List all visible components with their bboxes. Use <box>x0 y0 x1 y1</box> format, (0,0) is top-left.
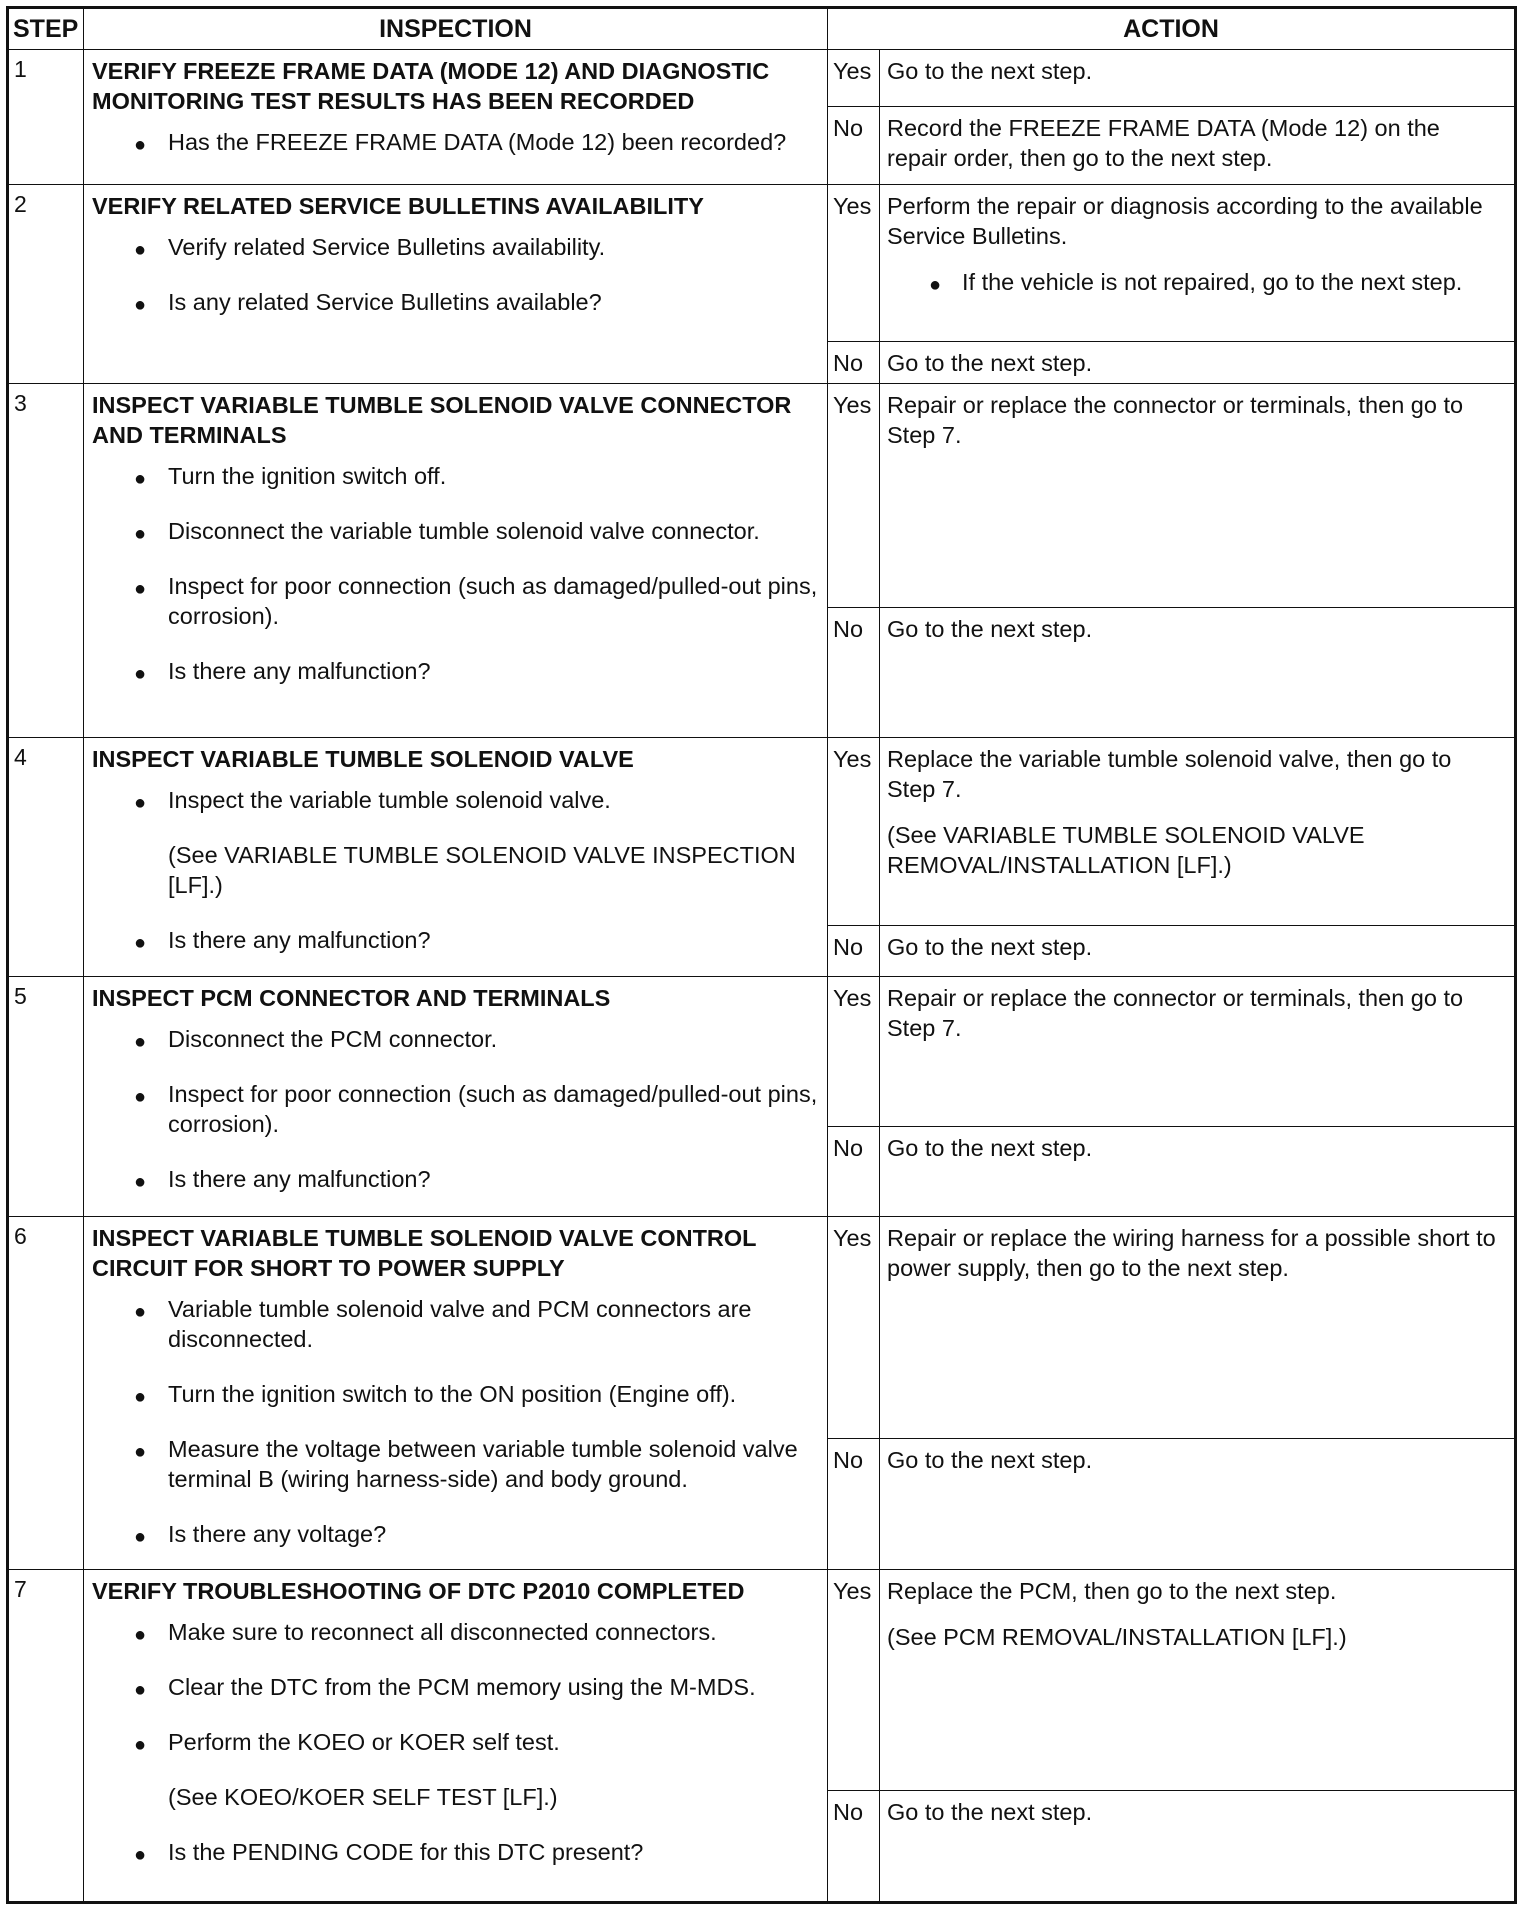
table-row <box>8 1570 1516 1791</box>
no-action: Go to the next step. <box>880 1127 1516 1217</box>
step-number: 7 <box>8 1570 84 1903</box>
step-number: 4 <box>8 738 84 977</box>
yes-action-cell <box>880 738 1516 926</box>
list-item: ● Is there any malfunction? <box>92 925 819 955</box>
list-item: ● Is there any malfunction? <box>92 656 819 686</box>
yes-label: Yes <box>828 384 880 608</box>
yes-label: Yes <box>828 1217 880 1439</box>
reference-note: (See KOEO/KOER SELF TEST [LF].) <box>168 1784 558 1810</box>
table-row <box>8 384 1516 608</box>
list-item: ● Measure the voltage between variable tumble solenoid valve terminal B (wiring harness-side) and body ground. <box>134 1436 798 1492</box>
inspection-cell <box>84 738 828 977</box>
bullet-icon: ● <box>134 1441 147 1463</box>
step-number: 2 <box>8 185 84 384</box>
yes-action: Repair or replace the connector or terminals, then go to Step 7. <box>880 384 1516 608</box>
list-item: ● Verify related Service Bulletins availability. <box>92 232 819 262</box>
bullet-icon: ● <box>134 1031 147 1053</box>
list-item: ● Is there any malfunction? <box>92 1164 819 1194</box>
step-column-header: STEP <box>8 8 84 50</box>
inspection-cell <box>84 50 828 185</box>
step-title: VERIFY TROUBLESHOOTING OF DTC P2010 COMPLETED <box>92 1578 745 1604</box>
yes-action: Replace the variable tumble solenoid valve, then go to Step 7. <box>887 746 1452 802</box>
bullet-icon: ● <box>134 134 147 156</box>
diagnostic-procedure-table <box>6 6 1517 1904</box>
table-row <box>8 50 1516 107</box>
bullet-icon: ● <box>134 1086 147 1108</box>
inspection-cell <box>84 977 828 1217</box>
no-label: No <box>828 107 880 185</box>
inspection-cell <box>84 185 828 384</box>
yes-label: Yes <box>828 1570 880 1791</box>
no-action: Record the FREEZE FRAME DATA (Mode 12) on the repair order, then go to the next step. <box>880 107 1516 185</box>
yes-action: Go to the next step. <box>880 50 1516 107</box>
step-title: INSPECT VARIABLE TUMBLE SOLENOID VALVE <box>92 746 634 772</box>
list-item: ● Perform the KOEO or KOER self test. <box>92 1727 819 1757</box>
bullet-icon: ● <box>134 1386 147 1408</box>
troubleshooting-document <box>6 6 1514 1904</box>
step-title: INSPECT VARIABLE TUMBLE SOLENOID VALVE CONNECTOR AND TERMINALS <box>92 392 792 448</box>
list-item: ● Turn the ignition switch off. <box>92 461 819 491</box>
bullet-icon: ● <box>134 1679 147 1701</box>
inspection-cell <box>84 384 828 738</box>
list-item: ● If the vehicle is not repaired, go to the next step. <box>887 267 1506 297</box>
no-action: Go to the next step. <box>880 608 1516 738</box>
step-title: VERIFY RELATED SERVICE BULLETINS AVAILABILITY <box>92 193 704 219</box>
bullet-icon: ● <box>134 468 147 490</box>
step-title: VERIFY FREEZE FRAME DATA (MODE 12) AND DIAGNOSTIC MONITORING TEST RESULTS HAS BEEN RECORDED <box>92 58 770 114</box>
action-column-header: ACTION <box>828 8 1516 50</box>
bullet-icon: ● <box>134 1624 147 1646</box>
yes-action-cell <box>880 1570 1516 1791</box>
reference-note: (See VARIABLE TUMBLE SOLENOID VALVE REMOVAL/INSTALLATION [LF].) <box>887 822 1365 878</box>
table-row <box>8 738 1516 926</box>
list-item: ● Disconnect the PCM connector. <box>92 1024 819 1054</box>
no-action: Go to the next step. <box>880 1791 1516 1903</box>
bullet-icon: ● <box>134 1734 147 1756</box>
inspection-cell <box>84 1217 828 1570</box>
list-item: ● Variable tumble solenoid valve and PCM connectors are disconnected. <box>134 1296 752 1352</box>
yes-action: Replace the PCM, then go to the next step. <box>887 1578 1337 1604</box>
list-item: ● Turn the ignition switch to the ON position (Engine off). <box>92 1379 819 1409</box>
list-item: ● Disconnect the variable tumble solenoid valve connector. <box>92 516 819 546</box>
no-action: Go to the next step. <box>880 342 1516 384</box>
no-action: Go to the next step. <box>880 926 1516 977</box>
bullet-icon: ● <box>134 663 147 685</box>
inspection-column-header: INSPECTION <box>84 8 828 50</box>
no-label: No <box>828 1439 880 1570</box>
list-item: ● Is the PENDING CODE for this DTC present? <box>92 1837 819 1867</box>
list-item: ● Inspect the variable tumble solenoid valve. <box>92 785 819 815</box>
list-item: ● Inspect for poor connection (such as damaged/pulled-out pins, corrosion). <box>134 1081 818 1137</box>
step-title: INSPECT VARIABLE TUMBLE SOLENOID VALVE CONTROL CIRCUIT FOR SHORT TO POWER SUPPLY <box>92 1225 757 1281</box>
list-item: ● Make sure to reconnect all disconnected connectors. <box>92 1617 819 1647</box>
no-label: No <box>828 608 880 738</box>
table-row <box>8 1217 1516 1439</box>
list-item: ● Inspect for poor connection (such as damaged/pulled-out pins, corrosion). <box>134 573 818 629</box>
bullet-icon: ● <box>134 523 147 545</box>
bullet-icon: ● <box>134 239 147 261</box>
table-row <box>8 185 1516 342</box>
list-item: ● Is any related Service Bulletins available? <box>92 287 819 317</box>
yes-label: Yes <box>828 977 880 1127</box>
bullet-icon: ● <box>929 274 942 296</box>
yes-action-cell <box>880 185 1516 342</box>
table-header-row <box>8 8 1516 50</box>
bullet-icon: ● <box>134 578 147 600</box>
list-item: ● Has the FREEZE FRAME DATA (Mode 12) been recorded? <box>92 127 819 157</box>
bullet-icon: ● <box>134 1171 147 1193</box>
no-action: Go to the next step. <box>880 1439 1516 1570</box>
bullet-icon: ● <box>134 1844 147 1866</box>
yes-action: Repair or replace the wiring harness for a possible short to power supply, then go to the next step. <box>880 1217 1516 1439</box>
bullet-icon: ● <box>134 1301 147 1323</box>
no-label: No <box>828 1791 880 1903</box>
no-label: No <box>828 926 880 977</box>
reference-note: (See VARIABLE TUMBLE SOLENOID VALVE INSPECTION [LF].) <box>168 842 796 898</box>
bullet-icon: ● <box>134 932 147 954</box>
bullet-icon: ● <box>134 792 147 814</box>
list-item: ● Clear the DTC from the PCM memory using the M-MDS. <box>92 1672 819 1702</box>
no-label: No <box>828 342 880 384</box>
yes-label: Yes <box>828 185 880 342</box>
yes-action: Perform the repair or diagnosis according to the available Service Bulletins. <box>887 193 1483 249</box>
table-row <box>8 977 1516 1127</box>
yes-action: Repair or replace the connector or terminals, then go to Step 7. <box>880 977 1516 1127</box>
step-title: INSPECT PCM CONNECTOR AND TERMINALS <box>92 985 611 1011</box>
bullet-icon: ● <box>134 294 147 316</box>
step-number: 3 <box>8 384 84 738</box>
yes-label: Yes <box>828 738 880 926</box>
reference-note: (See PCM REMOVAL/INSTALLATION [LF].) <box>887 1624 1347 1650</box>
step-number: 5 <box>8 977 84 1217</box>
yes-label: Yes <box>828 50 880 107</box>
step-number: 6 <box>8 1217 84 1570</box>
bullet-icon: ● <box>134 1526 147 1548</box>
inspection-cell <box>84 1570 828 1903</box>
no-label: No <box>828 1127 880 1217</box>
step-number: 1 <box>8 50 84 185</box>
list-item: ● Is there any voltage? <box>92 1519 819 1549</box>
